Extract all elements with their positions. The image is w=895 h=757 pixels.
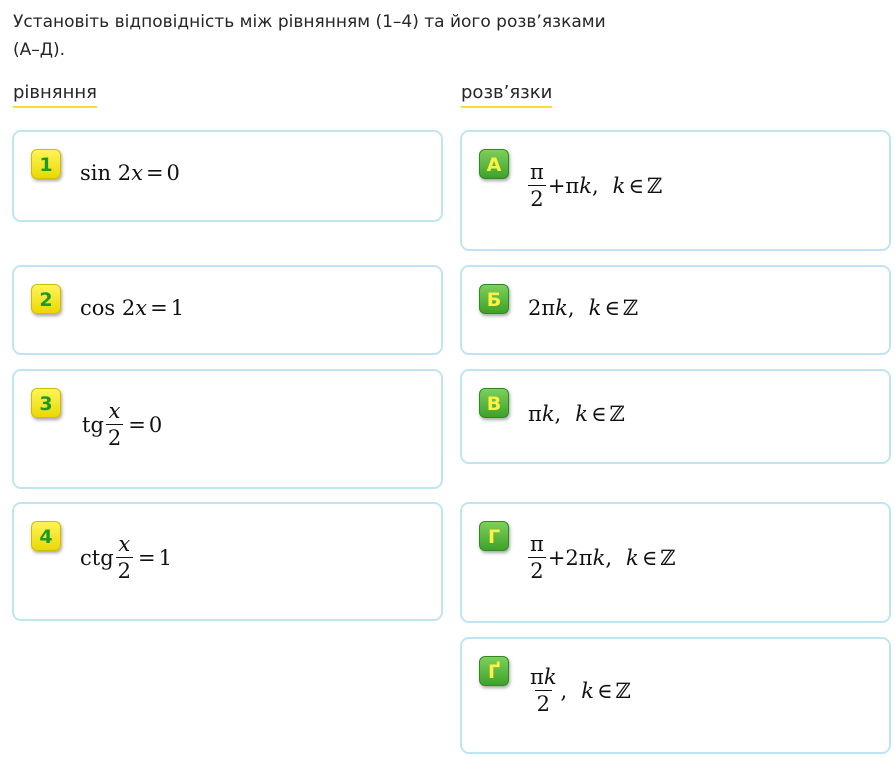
prompt-line-2: (А–Д). [13,40,66,60]
fraction: $\frac{\pi}{2}$ [530,532,544,583]
equals: = [150,296,168,320]
solution-g: $\frac{\pi k}{2}$ , k ∈ ℤ [530,665,631,716]
equation-card-3[interactable] [12,369,443,489]
equation-card-4[interactable] [12,502,443,621]
variable: x [135,296,148,320]
letter-badge-g: Ґ [479,656,509,686]
rhs: 0 [166,161,180,185]
equals: = [138,545,156,570]
variable: x [131,161,143,185]
equation-card-1[interactable] [12,130,443,222]
equals: = [145,161,164,185]
solution-h: $\frac{\pi}{2}$ + 2π k , k ∈ ℤ [530,532,676,583]
solution-v: π k , k ∈ ℤ [528,402,625,426]
equals: = [128,412,146,437]
rhs: 1 [170,296,185,320]
equations-column-title: рівняння [13,82,97,108]
solution-card-b[interactable] [460,265,891,355]
letter-badge-h: Г [479,521,509,551]
solutions-column-title: розв’язки [461,82,552,108]
number-badge-3: 3 [31,388,61,418]
solution-card-v[interactable] [460,369,891,464]
solution-card-a[interactable] [460,130,891,251]
fn-arg: 2 [121,296,136,320]
equation-2 [80,296,184,320]
equation-card-2[interactable] [12,265,443,355]
fraction: $\frac{x}{2}$ [107,399,122,450]
fraction: $\frac{x}{2}$ [117,532,132,583]
number-badge-4: 4 [31,521,61,551]
task-prompt [13,8,773,64]
equation-1 [80,161,180,185]
fn-name: cos [80,296,116,320]
letter-badge-a: А [479,149,509,179]
fn-name: ctg [80,545,114,570]
prompt-line-1: Установіть відповідність між рівнянням (1–4) та його розв’язками [13,12,606,32]
solution-a: $\frac{\pi}{2}$ + π k , k ∈ ℤ [530,160,663,211]
fn-name: tg [82,412,104,437]
rhs: 0 [148,412,163,437]
equation-3 [82,398,162,451]
number-badge-1: 1 [31,149,61,179]
solution-card-h[interactable] [460,502,891,623]
fraction: $\frac{\pi k}{2}$ [530,665,557,716]
letter-badge-b: Б [479,284,509,314]
solution-b: 2π k , k ∈ ℤ [528,296,639,320]
fraction: $\frac{\pi}{2}$ [530,160,544,211]
letter-badge-v: В [479,388,509,418]
number-badge-2: 2 [31,284,61,314]
rhs: 1 [158,545,173,570]
equation-4 [80,531,172,584]
fn-name: sin [80,161,112,185]
solution-card-g[interactable] [460,637,891,754]
fn-arg: 2 [117,161,132,185]
